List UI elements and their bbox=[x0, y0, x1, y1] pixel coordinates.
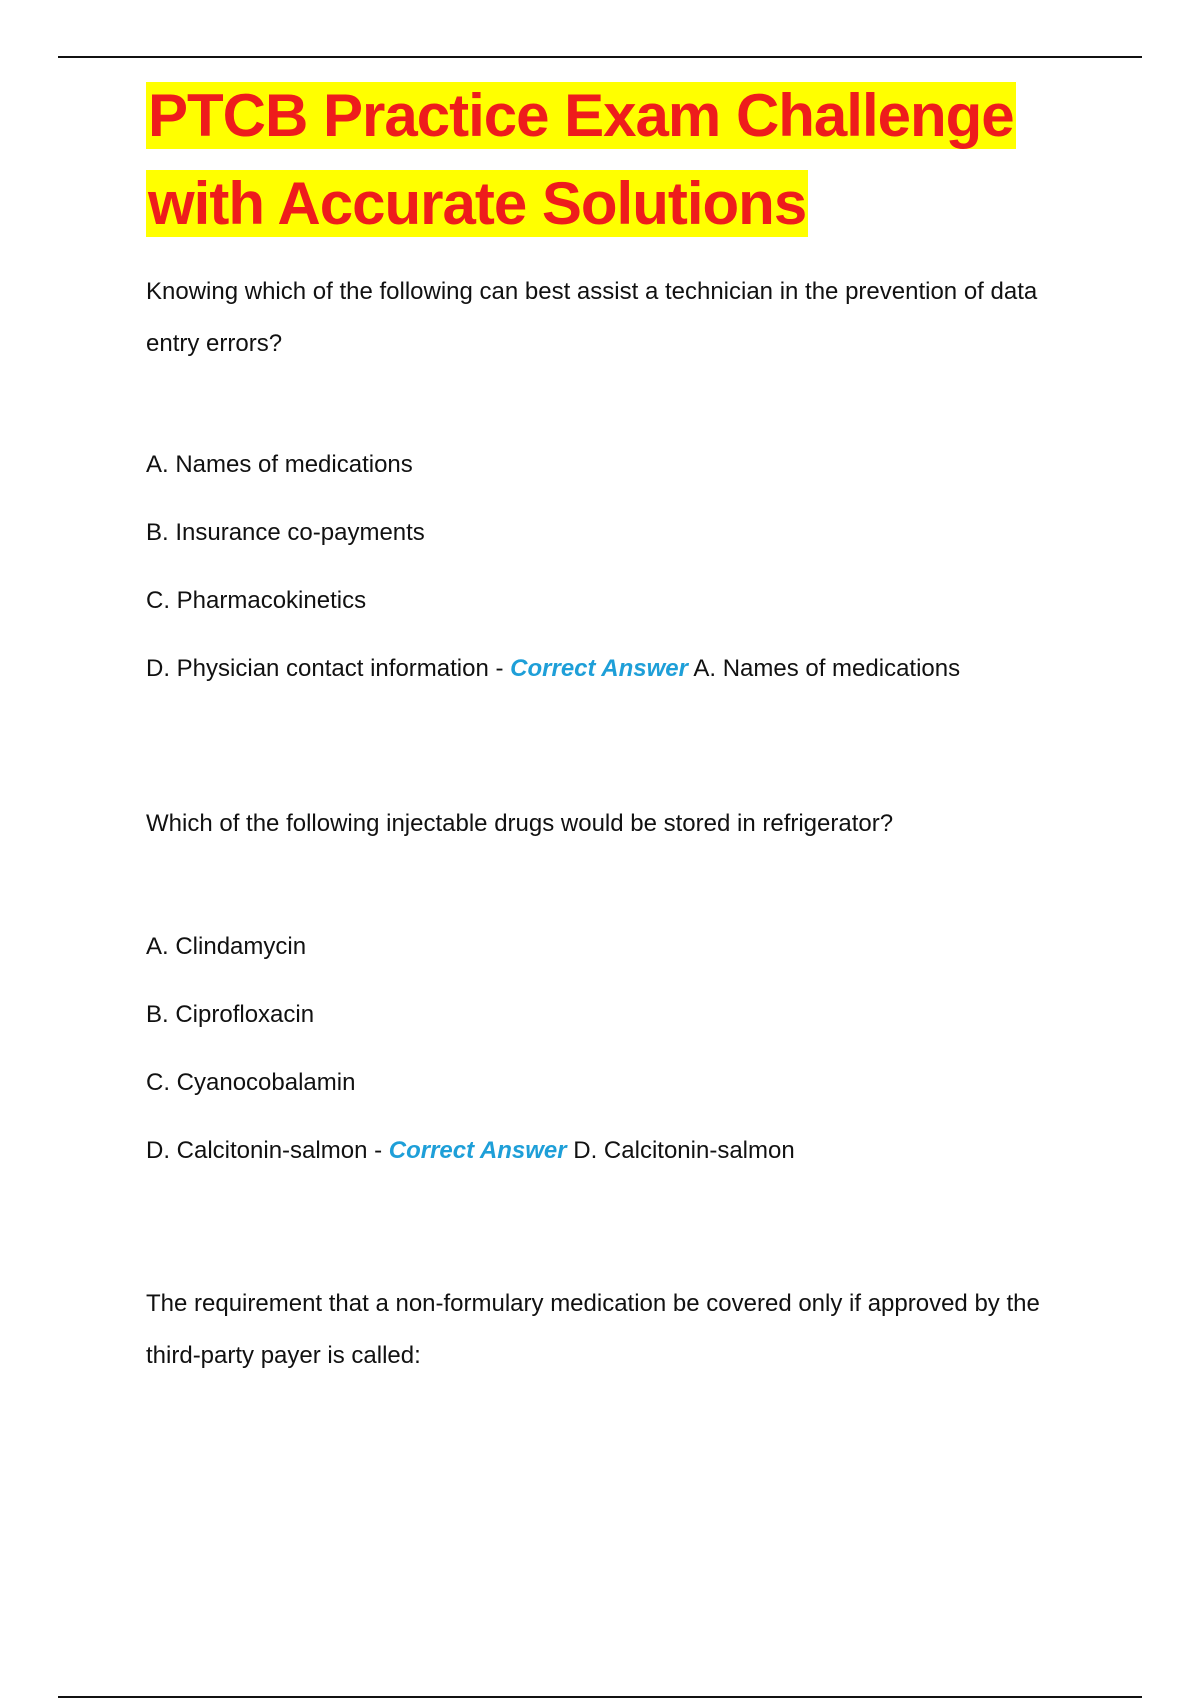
question-2-option-c: C. Cyanocobalamin bbox=[146, 1069, 356, 1096]
question-2-option-d: D. Calcitonin-salmon - bbox=[146, 1137, 383, 1164]
question-1-option-c: C. Pharmacokinetics bbox=[146, 587, 367, 614]
document-title bbox=[146, 72, 1086, 248]
title-line-2: with Accurate Solutions bbox=[148, 170, 807, 237]
title-line-1: PTCB Practice Exam Challenge bbox=[148, 82, 1014, 149]
question-2-option-a: A. Clindamycin bbox=[146, 933, 307, 960]
question-1-answer: A. Names of medications bbox=[693, 655, 961, 682]
question-1-option-b: B. Insurance co-payments bbox=[146, 519, 425, 546]
question-1-option-a: A. Names of medications bbox=[146, 451, 413, 478]
bottom-rule bbox=[58, 1696, 1142, 1698]
question-2-text: Which of the following injectable drugs would be stored in refrigerator? bbox=[146, 810, 894, 837]
question-1-option-d: D. Physician contact information - bbox=[146, 655, 504, 682]
question-1-text: Knowing which of the following can best assist a technician in the prevention of data entry errors? bbox=[146, 278, 1038, 357]
question-2-options bbox=[146, 930, 1086, 1168]
document-body bbox=[146, 72, 1086, 1382]
question-2-answer: D. Calcitonin-salmon bbox=[573, 1137, 795, 1164]
top-rule bbox=[58, 56, 1142, 58]
question-2-option-b: B. Ciprofloxacin bbox=[146, 1001, 315, 1028]
correct-answer-label: Correct Answer bbox=[510, 655, 688, 682]
question-1-options bbox=[146, 448, 1086, 686]
correct-answer-label: Correct Answer bbox=[388, 1137, 567, 1164]
question-3-text: The requirement that a non-formulary medication be covered only if approved by the third-party payer is called: bbox=[146, 1290, 1040, 1369]
question-1-option-d-with-answer bbox=[146, 652, 1086, 686]
question-2-option-d-with-answer bbox=[146, 1134, 1086, 1168]
